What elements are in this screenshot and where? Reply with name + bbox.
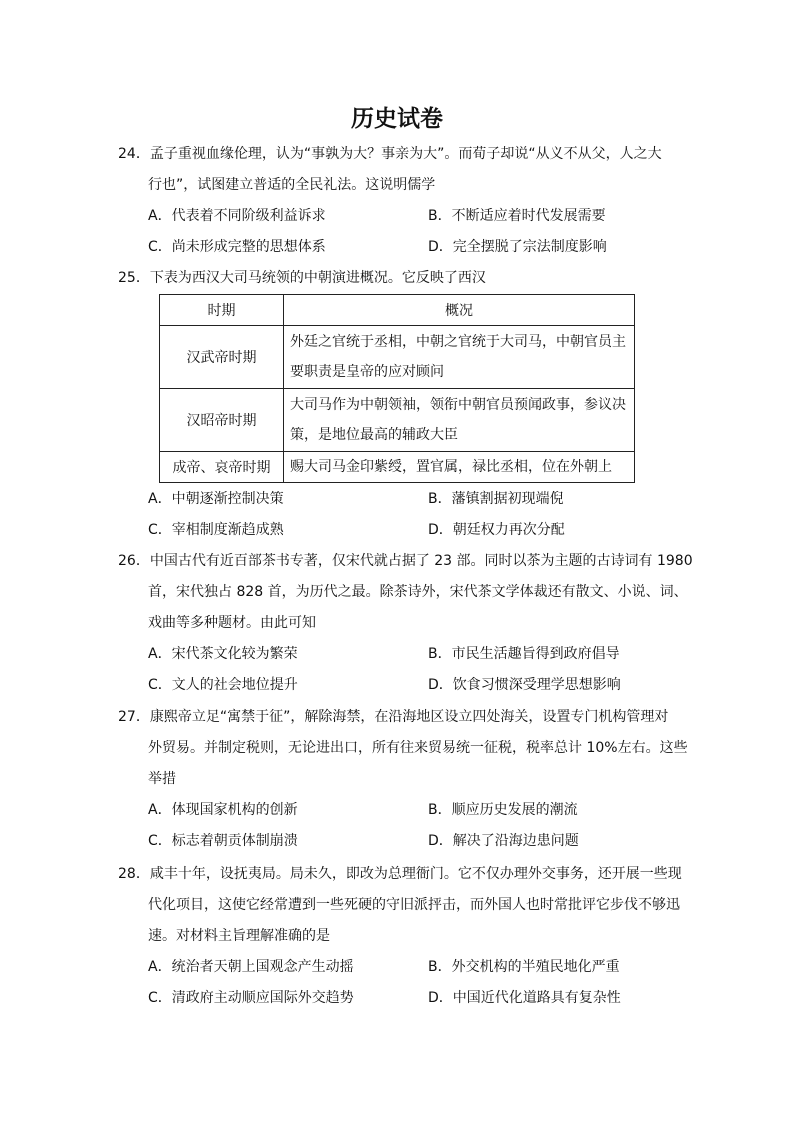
option-d[interactable]: D．中国近代化道路具有复杂性: [428, 990, 621, 1006]
page-title: 历史试卷: [351, 105, 443, 132]
table-cell-line: 大司马作为中朝领袖，领衔中朝官员预闻政事，参议决: [290, 397, 626, 413]
table-row: [160, 326, 635, 389]
option-a[interactable]: A．体现国家机构的创新: [148, 802, 298, 818]
option-b[interactable]: B．不断适应着时代发展需要: [428, 208, 606, 224]
question-stem-line: 举措: [148, 771, 176, 787]
question-27: [118, 702, 688, 857]
table-cell-period: 成帝、哀帝时期: [160, 452, 284, 483]
question-stem-line: 24．孟子重视血缘伦理，认为“事孰为大？事亲为大”。而荀子却说“从义不从父，人之大: [118, 146, 662, 162]
option-d[interactable]: D．朝廷权力再次分配: [428, 522, 565, 538]
question-stem-line: 行也”，试图建立普适的全民礼法。这说明儒学: [148, 177, 436, 193]
table-cell-desc: [284, 326, 635, 389]
option-a[interactable]: A．中朝逐渐控制决策: [148, 491, 284, 507]
option-d[interactable]: D．饮食习惯深受理学思想影响: [428, 677, 621, 693]
table-cell-period: 汉昭帝时期: [160, 389, 284, 452]
option-b[interactable]: B．藩镇割据初现端倪: [428, 491, 564, 507]
question-stem-line: 戏曲等多种题材。由此可知: [148, 615, 316, 631]
question-26: [118, 546, 693, 701]
table-row: [160, 452, 635, 483]
option-c[interactable]: C．文人的社会地位提升: [148, 677, 298, 693]
option-a[interactable]: A．代表着不同阶级利益诉求: [148, 208, 326, 224]
option-b[interactable]: B．顺应历史发展的潮流: [428, 802, 578, 818]
question-25-options: [118, 484, 688, 546]
table-cell-line: 赐大司马金印紫绶，置官属，禄比丞相，位在外朝上: [290, 459, 612, 475]
option-d[interactable]: D．完全摆脱了宗法制度影响: [428, 239, 607, 255]
option-c[interactable]: C．清政府主动顺应国际外交趋势: [148, 990, 354, 1006]
option-c[interactable]: C．标志着朝贡体制崩溃: [148, 833, 298, 849]
option-d[interactable]: D．解决了沿海边患问题: [428, 833, 579, 849]
question-stem-line: 代化项目，这使它经常遭到一些死硬的守旧派抨击，而外国人也时常批评它步伐不够迅: [148, 897, 680, 913]
option-b[interactable]: B．市民生活趣旨得到政府倡导: [428, 646, 620, 662]
table-cell-desc: [284, 389, 635, 452]
table-header-period: 时期: [160, 295, 284, 326]
question-stem-line: 27．康熙帝立足“寓禁于征”，解除海禁，在沿海地区设立四处海关，设置专门机构管理对: [118, 709, 669, 725]
table-cell-line: 外廷之官统于丞相，中朝之官统于大司马，中朝官员主: [290, 334, 626, 350]
question-25: [118, 263, 688, 294]
question-stem-line: 26．中国古代有近百部茶书专著，仅宋代就占据了 23 部。同时以茶为主题的古诗词有 1980: [118, 553, 693, 569]
option-a[interactable]: A．统治者天朝上国观念产生动摇: [148, 959, 354, 975]
table-cell-desc: [284, 452, 635, 483]
table-row: [160, 389, 635, 452]
option-c[interactable]: C．宰相制度渐趋成熟: [148, 522, 284, 538]
table-cell-line: 要职责是皇帝的应对顾问: [290, 364, 444, 380]
question-stem-line: 25．下表为西汉大司马统领的中朝演进概况。它反映了西汉: [118, 270, 486, 286]
data-table: [159, 294, 635, 483]
question-stem-line: 首，宋代独占 828 首，为历代之最。除茶诗外，宋代茶文学体裁还有散文、小说、词、: [148, 584, 688, 600]
table-header-desc: 概况: [284, 295, 635, 326]
question-stem-line: 28．咸丰十年，设抚夷局。局未久，即改为总理衙门。它不仅办理外交事务，还开展一些现: [118, 866, 682, 882]
question-stem-line: 速。对材料主旨理解准确的是: [148, 928, 330, 944]
question-24: [118, 139, 688, 263]
option-a[interactable]: A．宋代茶文化较为繁荣: [148, 646, 298, 662]
table-cell-period: 汉武帝时期: [160, 326, 284, 389]
option-b[interactable]: B．外交机构的半殖民地化严重: [428, 959, 620, 975]
question-28: [118, 859, 688, 1014]
question-stem-line: 外贸易。并制定税则，无论进出口，所有往来贸易统一征税，税率总计 10%左右。这些: [148, 740, 688, 756]
option-c[interactable]: C．尚未形成完整的思想体系: [148, 239, 326, 255]
table-cell-line: 策，是地位最高的辅政大臣: [290, 427, 458, 443]
